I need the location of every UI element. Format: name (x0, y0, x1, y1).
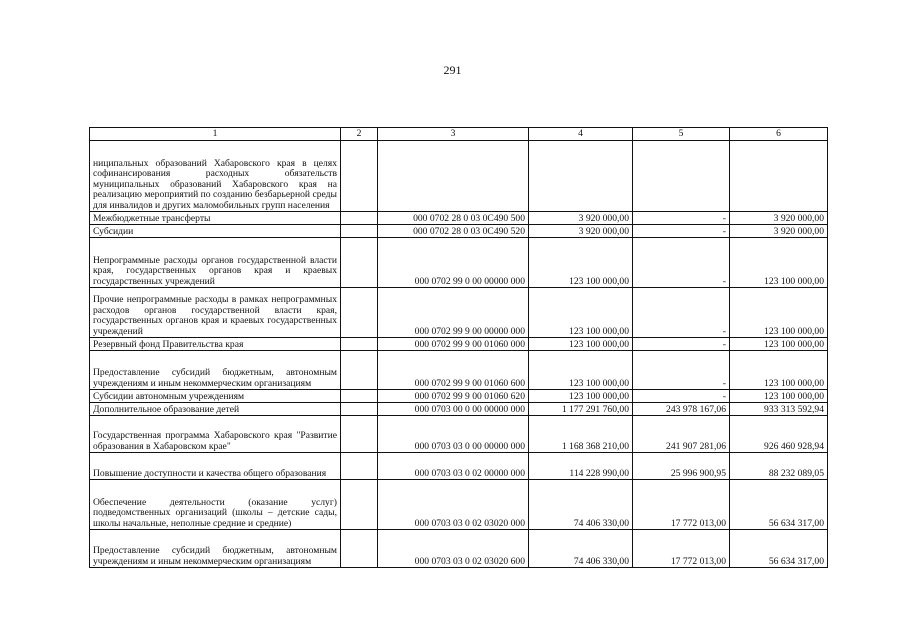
row-code: 000 0703 03 0 02 03020 000 (378, 480, 529, 530)
row-name: Государственная программа Хабаровского края "Развитие образования в Хабаровском крае" (90, 416, 341, 453)
table-row (90, 338, 828, 351)
row-col2 (341, 390, 378, 403)
row-name: Непрограммные расходы органов государственной власти края, государственных органов края и краевых государственных учреждений (90, 238, 341, 288)
row-col2 (341, 403, 378, 416)
row-value-4: 123 100 000,00 (529, 338, 633, 351)
row-code: 000 0702 99 9 00 01060 600 (378, 351, 529, 390)
row-value-6: 123 100 000,00 (730, 390, 828, 403)
row-code: 000 0703 03 0 02 03020 600 (378, 530, 529, 568)
row-value-6 (730, 141, 828, 212)
row-col2 (341, 416, 378, 453)
column-header-1: 1 (90, 128, 341, 141)
page-number: 291 (443, 63, 462, 77)
row-value-6: 123 100 000,00 (730, 351, 828, 390)
table-row (90, 212, 828, 225)
row-value-5: - (633, 212, 730, 225)
row-code (378, 141, 529, 212)
row-value-4: 1 168 368 210,00 (529, 416, 633, 453)
row-value-6: 933 313 592,94 (730, 403, 828, 416)
row-value-5: 17 772 013,00 (633, 530, 730, 568)
row-code: 000 0702 99 9 00 00000 000 (378, 288, 529, 338)
header-row (90, 128, 828, 141)
row-name: Предоставление субсидий бюджетным, автономным учреждениям и иным некоммерческим организациям (90, 351, 341, 390)
row-code: 000 0703 03 0 02 00000 000 (378, 453, 529, 480)
row-code: 000 0703 00 0 00 00000 000 (378, 403, 529, 416)
row-name: ниципальных образований Хабаровского края в целях софинансирования расходных обязательств муниципальных образований Хабаровского края на реализацию мероприятий по созданию безбарьерной среды для инвалидов и других маломобильных групп населения (90, 141, 341, 212)
row-value-6: 926 460 928,94 (730, 416, 828, 453)
column-header-4: 4 (529, 128, 633, 141)
row-value-4: 123 100 000,00 (529, 288, 633, 338)
row-value-5: - (633, 288, 730, 338)
row-name: Дополнительное образование детей (90, 403, 341, 416)
row-value-4: 123 100 000,00 (529, 390, 633, 403)
row-value-5: - (633, 338, 730, 351)
table-row (90, 225, 828, 238)
row-name: Обеспечение деятельности (оказание услуг) подведомственных организаций (школы – детские сады, школы начальные, неполные средние и средние) (90, 480, 341, 530)
row-value-5: 17 772 013,00 (633, 480, 730, 530)
column-header-3: 3 (378, 128, 529, 141)
row-value-5: 241 907 281,06 (633, 416, 730, 453)
row-value-5 (633, 141, 730, 212)
budget-table (89, 127, 828, 568)
row-value-4: 3 920 000,00 (529, 212, 633, 225)
row-name: Повышение доступности и качества общего образования (90, 453, 341, 480)
row-code: 000 0702 28 0 03 0С490 500 (378, 212, 529, 225)
row-value-4: 114 228 990,00 (529, 453, 633, 480)
table-row (90, 288, 828, 338)
row-value-4: 1 177 291 760,00 (529, 403, 633, 416)
row-value-6: 56 634 317,00 (730, 480, 828, 530)
row-col2 (341, 288, 378, 338)
row-code: 000 0702 99 9 00 01060 620 (378, 390, 529, 403)
column-header-5: 5 (633, 128, 730, 141)
row-code: 000 0702 99 9 00 01060 000 (378, 338, 529, 351)
row-value-4 (529, 141, 633, 212)
row-col2 (341, 338, 378, 351)
row-value-6: 123 100 000,00 (730, 288, 828, 338)
table-row (90, 238, 828, 288)
row-col2 (341, 480, 378, 530)
row-value-6: 56 634 317,00 (730, 530, 828, 568)
row-col2 (341, 212, 378, 225)
row-value-6: 3 920 000,00 (730, 212, 828, 225)
table-row (90, 453, 828, 480)
table-row (90, 141, 828, 212)
row-name: Прочие непрограммные расходы в рамках непрограммных расходов органов государственной власти края, государственных органов края и краевых государственных учреждений (90, 288, 341, 338)
row-col2 (341, 453, 378, 480)
row-code: 000 0703 03 0 00 00000 000 (378, 416, 529, 453)
row-value-4: 74 406 330,00 (529, 480, 633, 530)
row-col2 (341, 351, 378, 390)
row-col2 (341, 225, 378, 238)
row-value-5: 25 996 900,95 (633, 453, 730, 480)
row-name: Субсидии (90, 225, 341, 238)
row-col2 (341, 141, 378, 212)
table-row (90, 480, 828, 530)
row-value-4: 123 100 000,00 (529, 238, 633, 288)
table-row (90, 351, 828, 390)
row-value-5: - (633, 390, 730, 403)
table-row (90, 416, 828, 453)
row-value-6: 88 232 089,05 (730, 453, 828, 480)
row-value-6: 123 100 000,00 (730, 238, 828, 288)
table-row (90, 390, 828, 403)
row-value-4: 74 406 330,00 (529, 530, 633, 568)
row-value-6: 123 100 000,00 (730, 338, 828, 351)
row-name: Субсидии автономным учреждениям (90, 390, 341, 403)
row-code: 000 0702 99 0 00 00000 000 (378, 238, 529, 288)
column-header-2: 2 (341, 128, 378, 141)
row-value-4: 3 920 000,00 (529, 225, 633, 238)
row-value-5: 243 978 167,06 (633, 403, 730, 416)
row-col2 (341, 530, 378, 568)
row-name: Межбюджетные трансферты (90, 212, 341, 225)
row-col2 (341, 238, 378, 288)
row-code: 000 0702 28 0 03 0С490 520 (378, 225, 529, 238)
row-value-5: - (633, 225, 730, 238)
row-name: Предоставление субсидий бюджетным, автономным учреждениям и иным некоммерческим организациям (90, 530, 341, 568)
table-row (90, 530, 828, 568)
column-header-6: 6 (730, 128, 828, 141)
row-name: Резервный фонд Правительства края (90, 338, 341, 351)
row-value-4: 123 100 000,00 (529, 351, 633, 390)
row-value-5: - (633, 238, 730, 288)
row-value-5: - (633, 351, 730, 390)
table-row (90, 403, 828, 416)
row-value-6: 3 920 000,00 (730, 225, 828, 238)
